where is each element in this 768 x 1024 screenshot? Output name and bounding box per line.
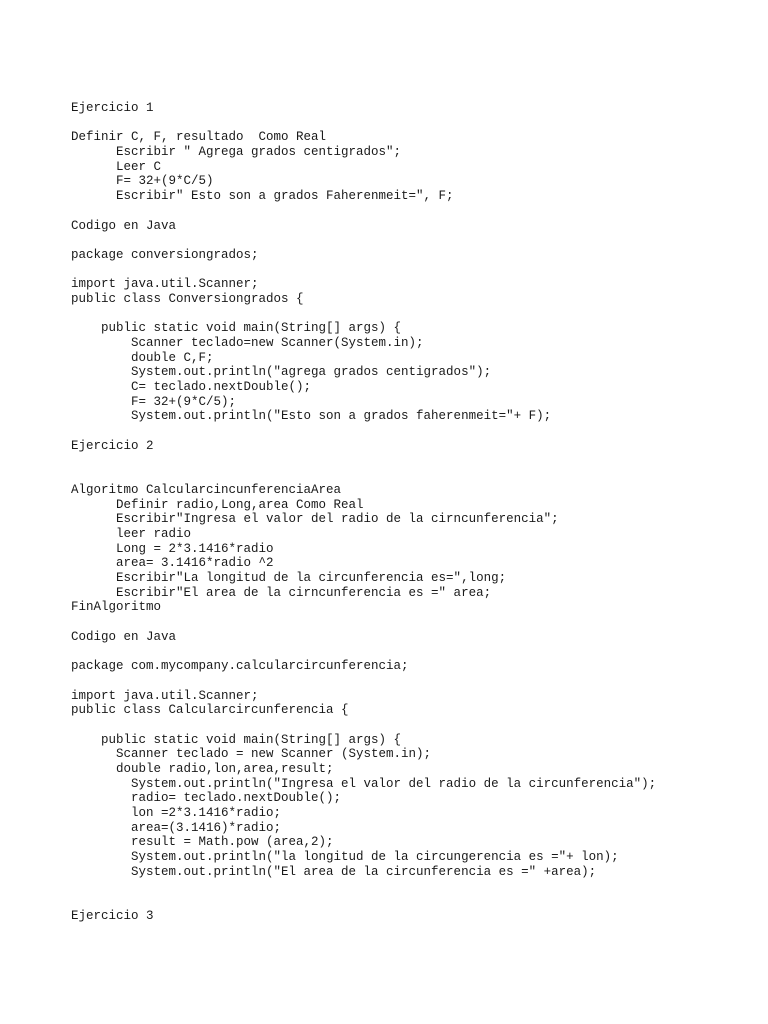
document-line: package conversiongrados; [71, 247, 259, 262]
document-line: Ejercicio 3 [71, 908, 154, 923]
document-line: import java.util.Scanner; [71, 688, 259, 703]
document-line: result = Math.pow (area,2); [71, 835, 334, 850]
document-line: package com.mycompany.calcularcircunferencia; [71, 659, 409, 674]
document-line: Escribir"Ingresa el valor del radio de la cirncunferencia"; [71, 512, 559, 527]
document-line: Long = 2*3.1416*radio [71, 541, 274, 556]
document-line: lon =2*3.1416*radio; [71, 806, 282, 820]
document-line: Escribir" Esto son a grados Faherenmeit=", F; [71, 189, 454, 204]
document-line: Definir radio,Long,area Como Real [71, 497, 364, 512]
document-line: Codigo en Java [71, 218, 177, 233]
document-line: radio= teclado.nextDouble(); [71, 791, 342, 806]
document-line: double C,F; [71, 350, 214, 365]
document-line: Ejercicio 1 [71, 101, 154, 115]
document-line: Escribir"El area de la cirncunferencia es =" area; [71, 585, 492, 600]
blank-line [71, 233, 761, 248]
blank-line [71, 674, 761, 689]
document-line: leer radio [71, 526, 192, 541]
document-line: Scanner teclado = new Scanner (System.in); [71, 747, 432, 762]
document-line: FinAlgoritmo [71, 600, 162, 615]
blank-line [71, 879, 761, 894]
document-line: Leer C [71, 159, 162, 174]
blank-line [71, 204, 761, 219]
document-line: public static void main(String[] args) { [71, 321, 402, 336]
document-line: System.out.println("El area de la circunferencia es =" +area); [71, 864, 597, 879]
document-line: System.out.println("Ingresa el valor del radio de la circunferencia"); [71, 776, 657, 791]
document-line: public static void main(String[] args) { [71, 732, 402, 747]
document-line: Definir C, F, resultado Como Real [71, 130, 327, 145]
document-line: import java.util.Scanner; [71, 277, 259, 292]
blank-line [71, 718, 761, 733]
document-line: System.out.println("agrega grados centigrados"); [71, 365, 492, 380]
document-line: Escribir"La longitud de la circunferencia es=",long; [71, 571, 507, 585]
blank-line [71, 263, 761, 278]
blank-line [71, 894, 761, 909]
document-line: Ejercicio 2 [71, 438, 154, 453]
document-line: Codigo en Java [71, 629, 177, 644]
blank-line [71, 454, 761, 469]
document-line: area=(3.1416)*radio; [71, 820, 282, 835]
document-line: double radio,lon,area,result; [71, 761, 334, 776]
document-line: public class Calcularcircunferencia { [71, 703, 349, 718]
blank-line [71, 468, 761, 483]
document-line: System.out.println("la longitud de la circungerencia es ="+ lon); [71, 850, 619, 865]
document-line: F= 32+(9*C/5); [71, 394, 237, 409]
blank-line [71, 116, 761, 131]
document-body [71, 101, 761, 924]
blank-line [71, 307, 761, 322]
document-line: Algoritmo CalcularcincunferenciaArea [71, 482, 342, 497]
document-line: Escribir " Agrega grados centigrados"; [71, 145, 402, 160]
blank-line [71, 424, 761, 439]
blank-line [71, 644, 761, 659]
document-line: public class Conversiongrados { [71, 291, 304, 306]
document-line: area= 3.1416*radio ^2 [71, 556, 274, 571]
document-line: C= teclado.nextDouble(); [71, 380, 312, 395]
document-line: F= 32+(9*C/5) [71, 174, 214, 189]
blank-line [71, 615, 761, 630]
document-line: System.out.println("Esto son a grados faherenmeit="+ F); [71, 409, 552, 424]
document-line: Scanner teclado=new Scanner(System.in); [71, 336, 424, 350]
